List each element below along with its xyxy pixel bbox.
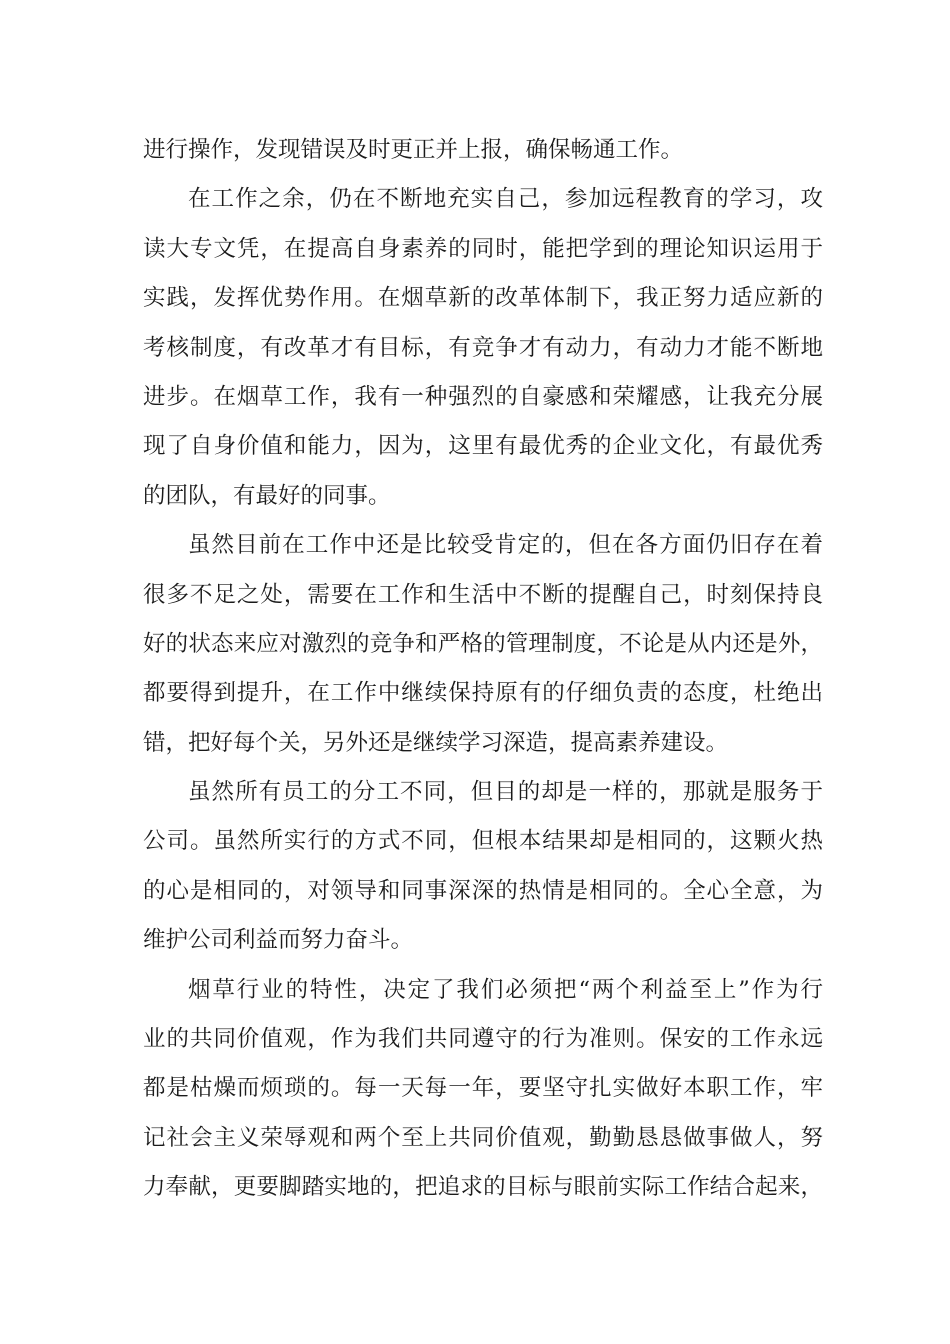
text-line: 虽然所有员工的分工不同，但目的却是一样的，那就是服务于 [188, 779, 823, 806]
body-text [143, 126, 823, 1213]
text-line: 进行操作，发现错误及时更正并上报，确保畅通工作。 [143, 137, 684, 163]
text-line: 在工作之余，仍在不断地充实自己，参加远程教育的学习，攻 [188, 186, 823, 213]
text-line: 业的共同价值观，作为我们共同遵守的行为准则。保安的工作永远 [143, 1026, 823, 1053]
text-line: 的团队，有最好的同事。 [143, 482, 391, 509]
text-line: 都要得到提升，在工作中继续保持原有的仔细负责的态度，杜绝出 [143, 680, 823, 707]
text-line: 的心是相同的，对领导和同事深深的热情是相同的。全心全意，为 [143, 877, 823, 904]
text-line: 烟草行业的特性，决定了我们必须把“两个利益至上”作为行 [188, 976, 823, 1003]
text-line: 公司。虽然所实行的方式不同，但根本结果却是相同的，这颗火热 [143, 828, 823, 855]
text-line: 都是枯燥而烦琐的。每一天每一年，要坚守扎实做好本职工作，牢 [143, 1075, 823, 1102]
text-line: 维护公司利益而努力奋斗。 [143, 927, 414, 954]
text-line: 读大专文凭，在提高自身素养的同时，能把学到的理论知识运用于 [143, 235, 823, 262]
text-line: 虽然目前在工作中还是比较受肯定的，但在各方面仍旧存在着 [188, 532, 823, 559]
text-line: 现了自身价值和能力，因为，这里有最优秀的企业文化，有最优秀 [143, 433, 823, 460]
text-line: 力奉献，更要脚踏实地的，把追求的目标与眼前实际工作结合起来， [143, 1174, 823, 1201]
text-line: 实践，发挥优势作用。在烟草新的改革体制下，我正努力适应新的 [143, 285, 823, 312]
text-line: 好的状态来应对激烈的竞争和严格的管理制度，不论是从内还是外， [143, 630, 823, 657]
text-line: 记社会主义荣辱观和两个至上共同价值观，勤勤恳恳做事做人，努 [143, 1124, 823, 1151]
text-line: 进步。在烟草工作，我有一种强烈的自豪感和荣耀感，让我充分展 [143, 383, 823, 410]
text-line: 很多不足之处，需要在工作和生活中不断的提醒自己，时刻保持良 [143, 581, 823, 608]
text-line: 错，把好每个关，另外还是继续学习深造，提高素养建设。 [143, 729, 729, 756]
text-line: 考核制度，有改革才有目标，有竞争才有动力，有动力才能不断地 [143, 334, 823, 361]
